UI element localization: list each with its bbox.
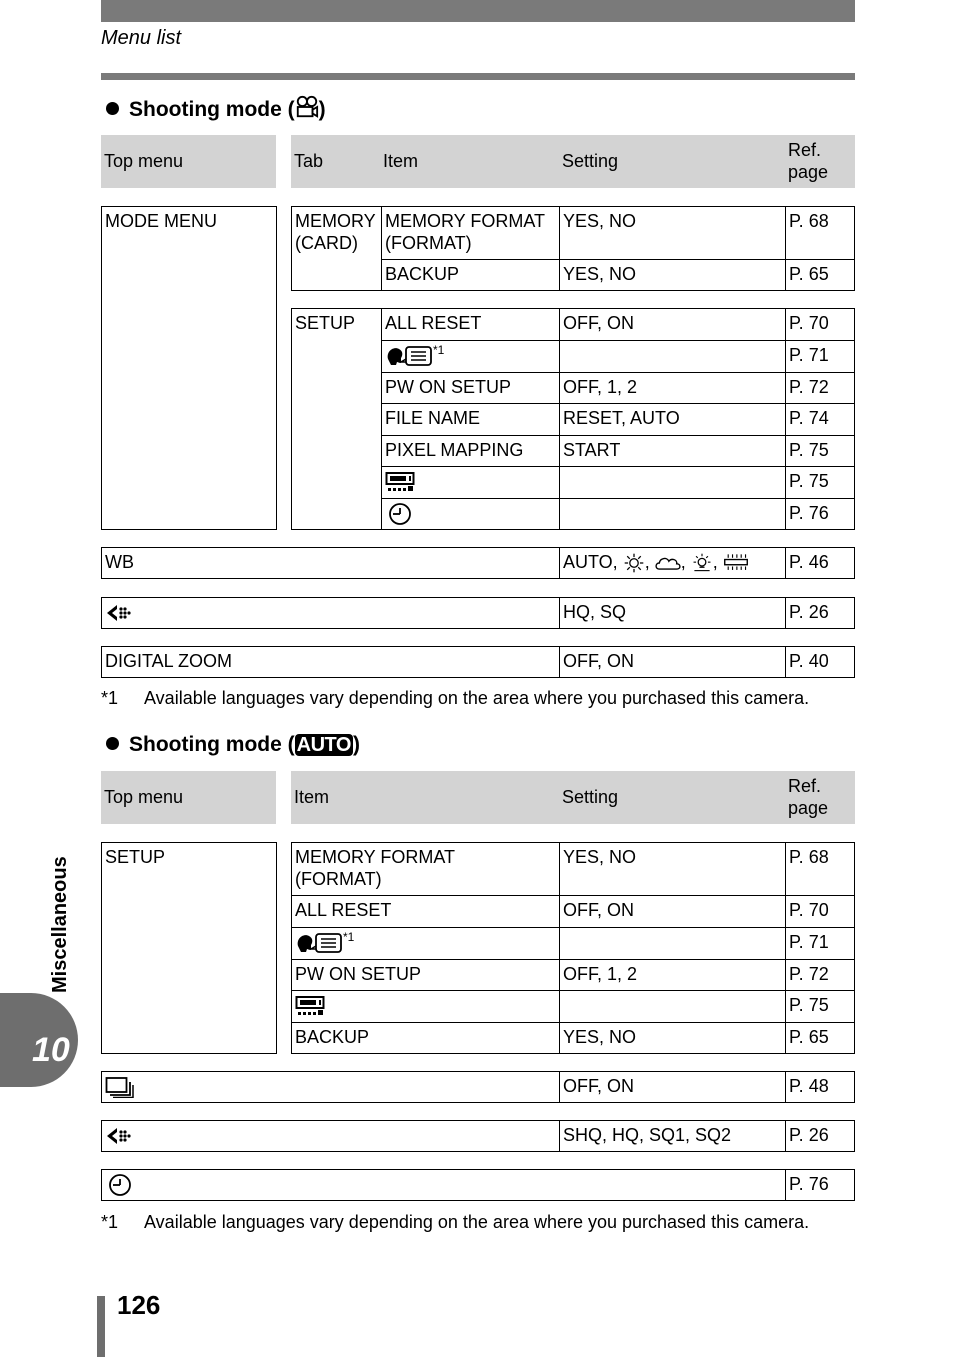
sequential-shooting-icon xyxy=(105,1076,135,1098)
clock-icon xyxy=(105,1174,135,1196)
bullet xyxy=(106,737,119,750)
item-backup: BACKUP xyxy=(291,1022,560,1054)
setting-file-name: RESET, AUTO xyxy=(559,403,786,436)
monitor-brightness-icon xyxy=(385,471,415,493)
quality-setting: SHQ, HQ, SQ1, SQ2 xyxy=(559,1120,786,1152)
cloud-icon xyxy=(655,553,681,573)
item-pw-on-setup: PW ON SETUP xyxy=(291,959,560,991)
footnote-mark: *1 xyxy=(101,688,119,708)
header-top-menu: Top menu xyxy=(104,787,184,807)
language-icon xyxy=(295,932,343,954)
ref-clock: P. 76 xyxy=(785,498,855,530)
image-quality-icon xyxy=(105,1125,135,1147)
image-quality-icon xyxy=(105,602,135,624)
header-bottom-bar xyxy=(101,73,855,80)
setting-backup: YES, NO xyxy=(559,1022,786,1054)
footnote-mark: *1 xyxy=(101,1212,119,1232)
page-number-bar xyxy=(97,1296,105,1357)
mode-menu-cell: MODE MENU xyxy=(101,206,277,530)
item-all-reset: ALL RESET xyxy=(381,308,560,341)
page-header-title: Menu list xyxy=(101,27,182,49)
ref-memory-format: P. 68 xyxy=(785,206,855,260)
header-item: Item xyxy=(383,151,419,171)
item-language: *1 xyxy=(381,340,560,373)
setting-all-reset: OFF, ON xyxy=(559,308,786,341)
setting-all-reset: OFF, ON xyxy=(559,895,786,928)
setting-memory-format: YES, NO xyxy=(559,206,786,260)
zoom-setting: OFF, ON xyxy=(559,646,786,678)
header-tab: Tab xyxy=(294,151,324,171)
item-file-name: FILE NAME xyxy=(381,403,560,436)
clock-ref: P. 76 xyxy=(785,1169,855,1201)
ref-pixel-mapping: P. 75 xyxy=(785,435,855,467)
footnote-text: Available languages vary depending on the area where you purchased this camera. xyxy=(144,1212,810,1232)
footnote-text: Available languages vary depending on the area where you purchased this camera. xyxy=(144,688,810,708)
header-setting: Setting xyxy=(562,787,619,807)
setting-pixel-mapping: START xyxy=(559,435,786,467)
ref-file-name: P. 74 xyxy=(785,403,855,436)
page-number: 126 xyxy=(117,1290,161,1320)
header-top-bar xyxy=(101,0,855,22)
bullet xyxy=(106,102,119,115)
item-monitor-brightness xyxy=(291,990,560,1023)
setup-tab-cell: SETUP xyxy=(291,308,382,530)
ref-all-reset: P. 70 xyxy=(785,895,855,928)
ref-pw-on-setup: P. 72 xyxy=(785,372,855,404)
ref-memory-format: P. 68 xyxy=(785,842,855,896)
sequential-setting: OFF, ON xyxy=(559,1071,786,1103)
ref-language: P. 71 xyxy=(785,340,855,373)
ref-pw-on-setup: P. 72 xyxy=(785,959,855,991)
zoom-label: DIGITAL ZOOM xyxy=(101,646,560,678)
clock-icon xyxy=(385,503,415,525)
setting-backup: YES, NO xyxy=(559,259,786,291)
item-pw-on-setup: PW ON SETUP xyxy=(381,372,560,404)
side-tab-label: Miscellaneous xyxy=(49,856,71,993)
setting-monitor-brightness xyxy=(559,990,786,1023)
item-monitor-brightness xyxy=(381,466,560,499)
quality-setting: HQ, SQ xyxy=(559,597,786,629)
quality-ref: P. 26 xyxy=(785,597,855,629)
auto-mode-icon: AUTO xyxy=(296,734,351,756)
ref-monitor-brightness: P. 75 xyxy=(785,466,855,499)
item-all-reset: ALL RESET xyxy=(291,895,560,928)
item-memory-format: MEMORY FORMAT (FORMAT) xyxy=(291,842,560,896)
setting-clock xyxy=(559,498,786,530)
ref-monitor-brightness: P. 75 xyxy=(785,990,855,1023)
header-item: Item xyxy=(294,787,330,807)
item-memory-format: MEMORY FORMAT (FORMAT) xyxy=(381,206,560,260)
quality-label xyxy=(101,1120,560,1152)
zoom-ref: P. 40 xyxy=(785,646,855,678)
movie-camera-icon xyxy=(295,95,319,119)
chapter-number: 10 xyxy=(32,1031,70,1069)
sequential-label xyxy=(101,1071,560,1103)
ref-all-reset: P. 70 xyxy=(785,308,855,341)
wb-setting: AUTO, , , , xyxy=(559,547,786,579)
item-pixel-mapping: PIXEL MAPPING xyxy=(381,435,560,467)
wb-label: WB xyxy=(101,547,560,579)
header-setting: Setting xyxy=(562,151,619,171)
ref-backup: P. 65 xyxy=(785,1022,855,1054)
wb-ref: P. 46 xyxy=(785,547,855,579)
setting-pw-on-setup: OFF, 1, 2 xyxy=(559,372,786,404)
tungsten-icon xyxy=(691,553,713,573)
sequential-ref: P. 48 xyxy=(785,1071,855,1103)
setting-monitor-brightness xyxy=(559,466,786,499)
setting-memory-format: YES, NO xyxy=(559,842,786,896)
setting-language xyxy=(559,927,786,960)
header-ref: Ref. page xyxy=(788,140,829,182)
quality-ref: P. 26 xyxy=(785,1120,855,1152)
setting-language xyxy=(559,340,786,373)
language-icon xyxy=(385,345,433,367)
setting-pw-on-setup: OFF, 1, 2 xyxy=(559,959,786,991)
header-ref: Ref. page xyxy=(788,776,829,818)
fluorescent-icon xyxy=(723,553,749,573)
ref-language: P. 71 xyxy=(785,927,855,960)
memory-tab-cell: MEMORY (CARD) xyxy=(291,206,382,291)
item-language: *1 xyxy=(291,927,560,960)
quality-label xyxy=(101,597,560,629)
monitor-brightness-icon xyxy=(295,995,325,1017)
ref-backup: P. 65 xyxy=(785,259,855,291)
clock-label xyxy=(101,1169,786,1201)
setup-cell: SETUP xyxy=(101,842,277,1054)
section1-title: Shooting mode ( ) xyxy=(106,95,326,123)
item-clock xyxy=(381,498,560,530)
item-backup: BACKUP xyxy=(381,259,560,291)
section2-title: Shooting mode ( AUTO) xyxy=(106,732,360,758)
sun-icon xyxy=(623,553,645,573)
header-top-menu: Top menu xyxy=(104,151,184,171)
